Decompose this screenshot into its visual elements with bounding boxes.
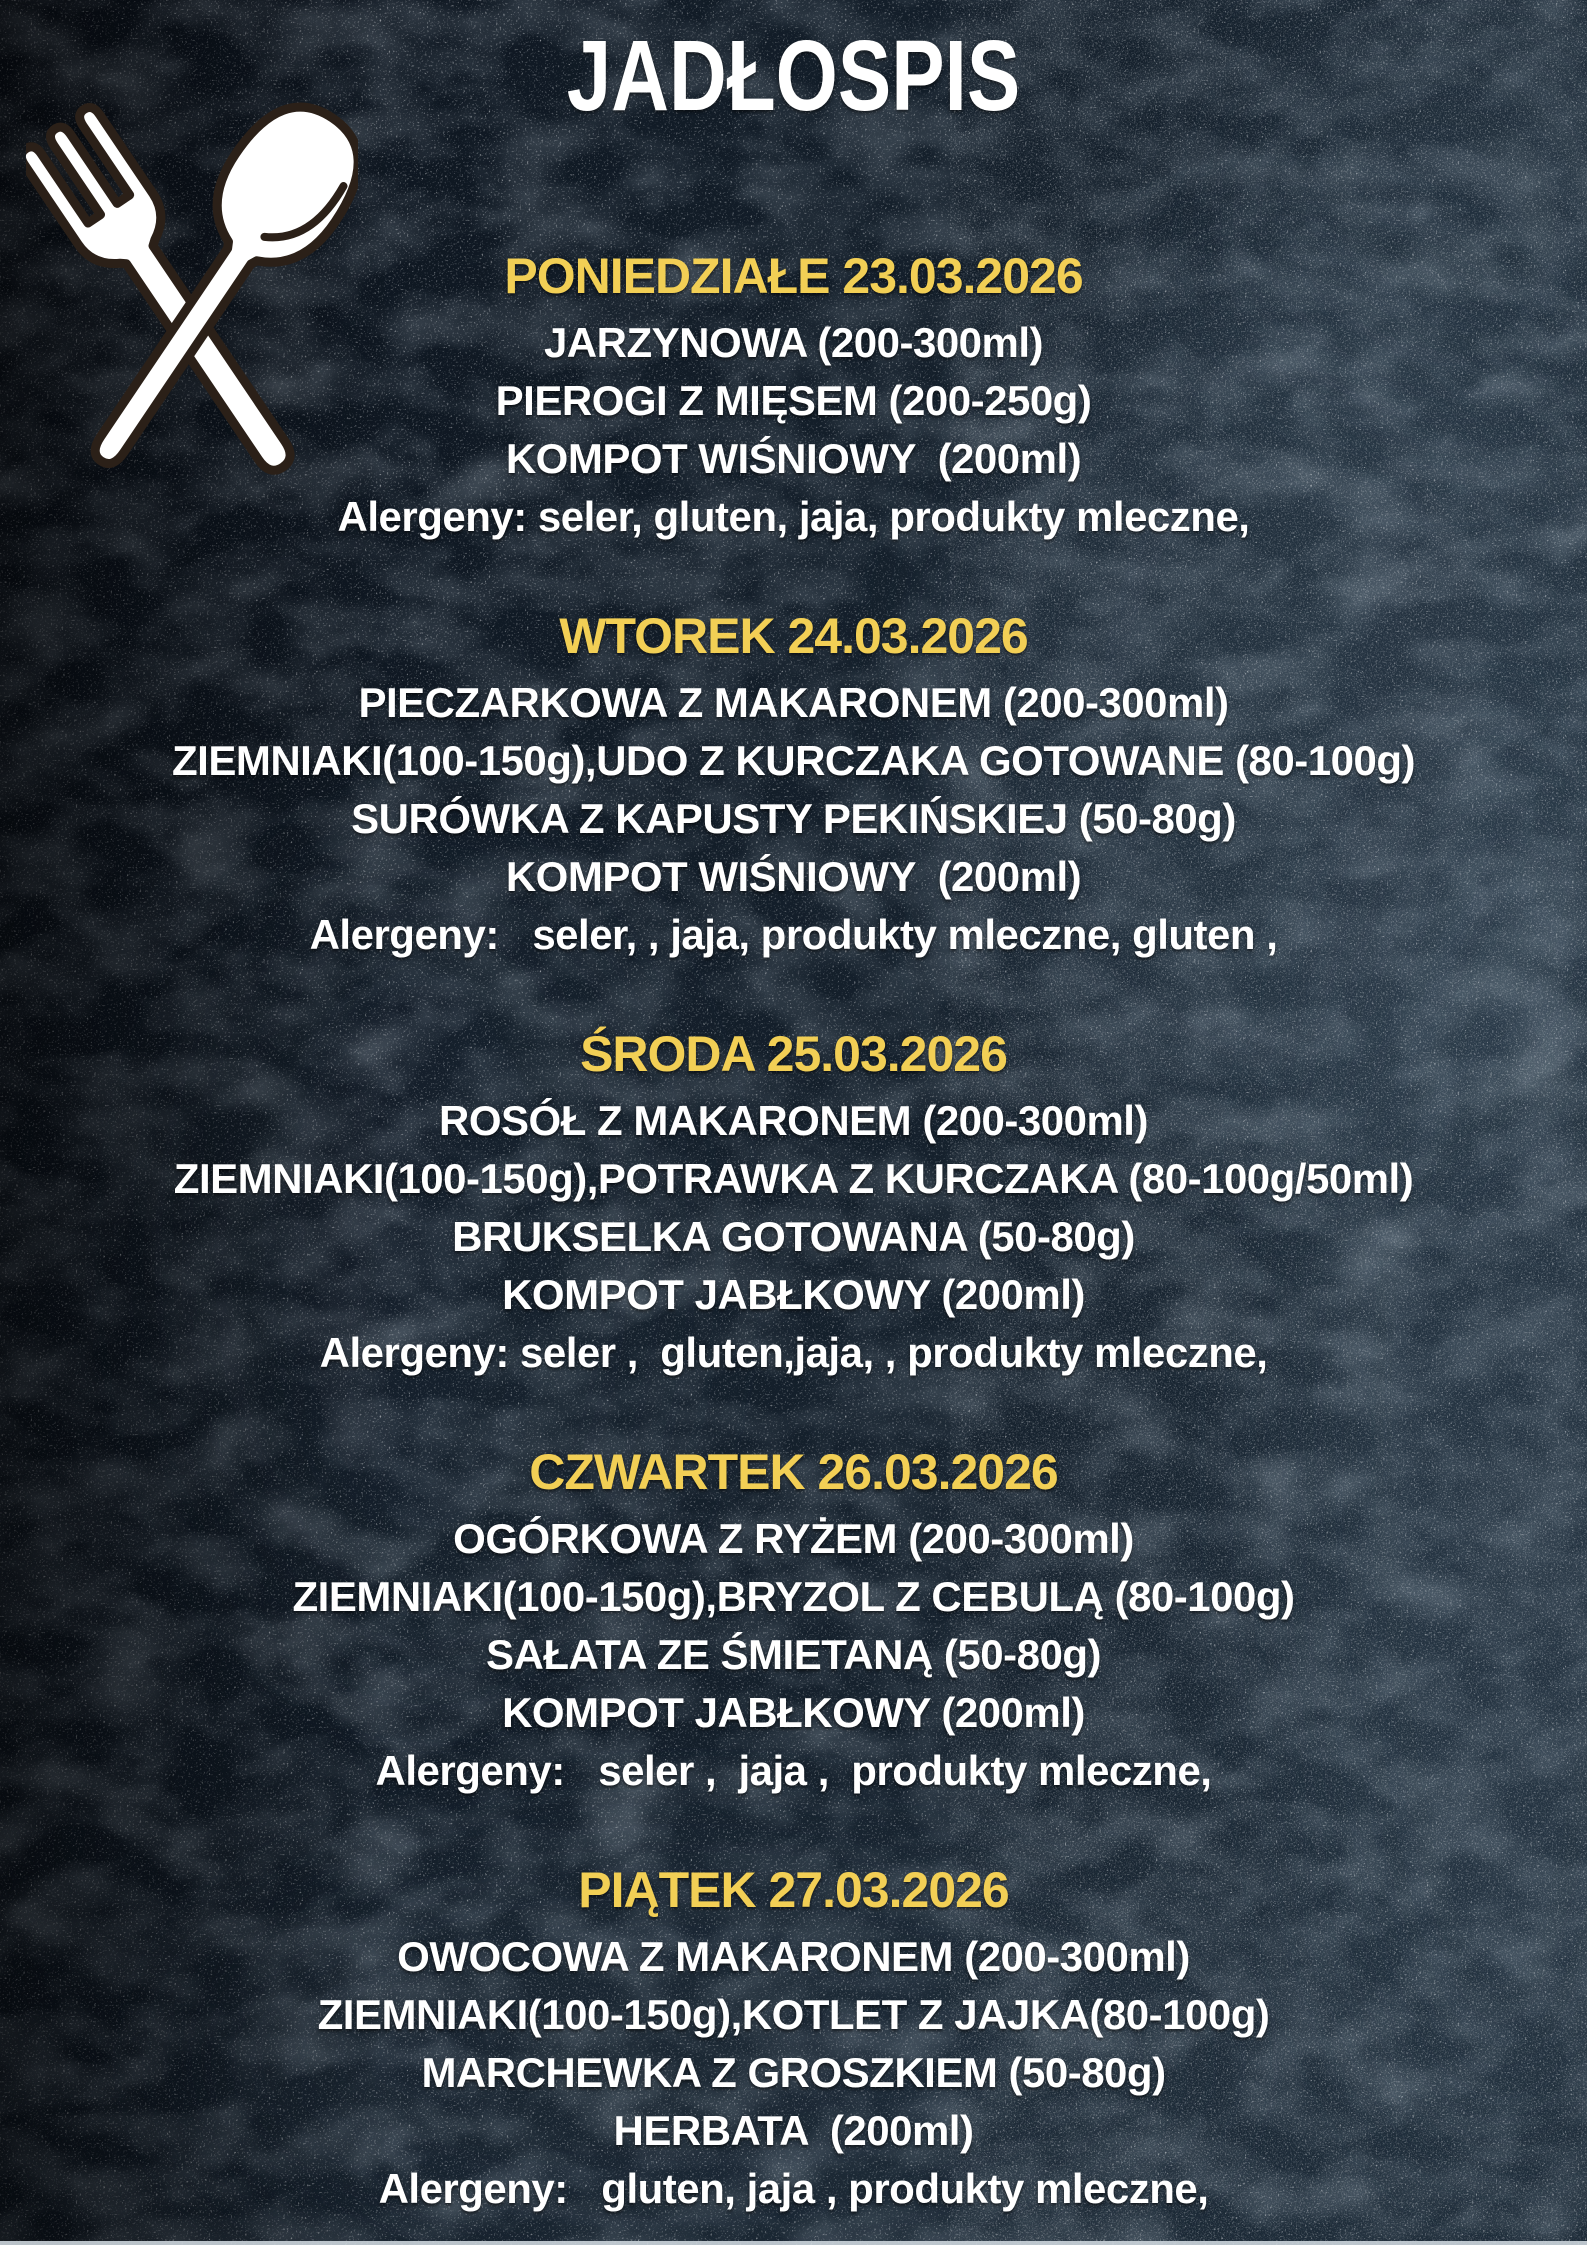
day-section-thursday xyxy=(0,1442,1587,1800)
menu-item: ZIEMNIAKI(100-150g),POTRAWKA Z KURCZAKA (80-100g/50ml) xyxy=(173,1155,1414,1202)
page-title: JADŁOSPIS xyxy=(566,20,1021,132)
allergens-line: Alergeny: seler, , jaja, produkty mleczne, gluten , xyxy=(309,911,1278,958)
menu-item: ZIEMNIAKI(100-150g),KOTLET Z JAJKA(80-100g) xyxy=(317,1991,1270,2038)
menu-item: PIEROGI Z MIĘSEM (200-250g) xyxy=(495,377,1092,424)
menu-item: ZIEMNIAKI(100-150g),BRYZOL Z CEBULĄ (80-100g) xyxy=(292,1573,1295,1620)
menu-item: ZIEMNIAKI(100-150g),UDO Z KURCZAKA GOTOWANE (80-100g) xyxy=(172,737,1415,784)
day-section-tuesday xyxy=(0,606,1587,964)
day-header: PONIEDZIAŁE 23.03.2026 xyxy=(504,248,1083,304)
menu-item: KOMPOT WIŚNIOWY (200ml) xyxy=(505,853,1082,900)
day-section-friday xyxy=(0,1860,1587,2218)
menu-item: OWOCOWA Z MAKARONEM (200-300ml) xyxy=(397,1933,1190,1980)
menu-item: BRUKSELKA GOTOWANA (50-80g) xyxy=(452,1213,1135,1260)
menu-item: SAŁATA ZE ŚMIETANĄ (50-80g) xyxy=(486,1631,1101,1678)
menu-item: OGÓRKOWA Z RYŻEM (200-300ml) xyxy=(453,1515,1134,1562)
day-header: ŚRODA 25.03.2026 xyxy=(580,1026,1007,1082)
menu-item: KOMPOT JABŁKOWY (200ml) xyxy=(502,1689,1085,1736)
menu-item: KOMPOT JABŁKOWY (200ml) xyxy=(502,1271,1085,1318)
allergens-line: Alergeny: seler, gluten, jaja, produkty mleczne, xyxy=(337,493,1250,540)
menu-item: JARZYNOWA (200-300ml) xyxy=(543,319,1044,366)
menu-item: ROSÓŁ Z MAKARONEM (200-300ml) xyxy=(439,1097,1148,1144)
menu-item: PIECZARKOWA Z MAKARONEM (200-300ml) xyxy=(358,679,1229,726)
menu-item: SURÓWKA Z KAPUSTY PEKIŃSKIEJ (50-80g) xyxy=(351,795,1236,842)
menu-item: HERBATA (200ml) xyxy=(613,2107,974,2154)
allergens-line: Alergeny: seler , jaja , produkty mleczne, xyxy=(375,1747,1212,1794)
allergens-line: Alergeny: gluten, jaja , produkty mleczne, xyxy=(378,2165,1209,2212)
menu-item: KOMPOT WIŚNIOWY (200ml) xyxy=(505,435,1082,482)
allergens-line: Alergeny: seler , gluten,jaja, , produkty mleczne, xyxy=(319,1329,1268,1376)
day-section-wednesday xyxy=(0,1024,1587,1382)
day-header: CZWARTEK 26.03.2026 xyxy=(529,1444,1058,1500)
bottom-edge-strip xyxy=(0,2241,1587,2245)
fork-and-spoon-icon xyxy=(26,46,358,518)
day-header: PIĄTEK 27.03.2026 xyxy=(578,1862,1009,1918)
day-header: WTOREK 24.03.2026 xyxy=(559,608,1028,664)
menu-item: MARCHEWKA Z GROSZKIEM (50-80g) xyxy=(421,2049,1166,2096)
